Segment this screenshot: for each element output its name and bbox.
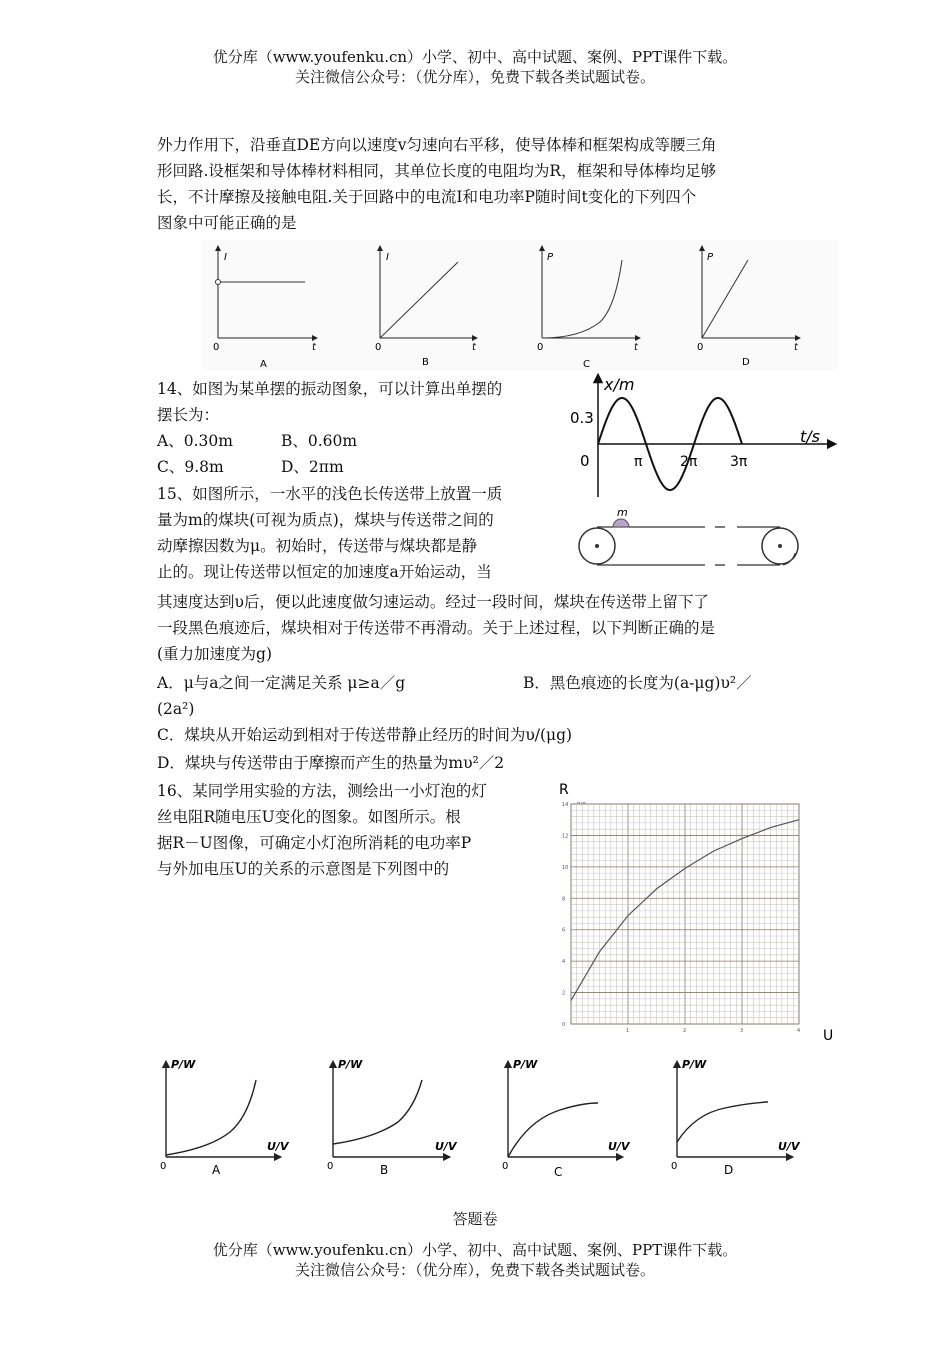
q13-b-xlabel: t [472,342,476,353]
r-u-graph [555,782,840,1050]
pendulum-tick-1: π [634,454,643,470]
pu-c-xlabel: U/V [608,1140,630,1153]
coal-mass-label: m [617,506,628,519]
pu-graph-c [502,1058,631,1179]
header-line-1: 优分库（www.youfenku.cn）小学、初中、高中试题、案例、PPT课件下载。 [212,48,738,66]
q14-line-1: 14、如图为某单摆的振动图象，可以计算出单摆的 [157,380,503,398]
footer-line-1: 优分库（www.youfenku.cn）小学、初中、高中试题、案例、PPT课件下载。 [212,1241,738,1259]
answer-sheet-title: 答题卷 [452,1210,498,1228]
q16-line-2: 丝电阻R随电压U变化的图象。如图所示。根 [157,808,461,826]
q15-option-d: D．煤块与传送带由于摩擦而产生的热量为mυ²／2 [157,754,505,772]
pendulum-tick-3: 3π [730,454,748,470]
pu-b-ylabel: P/W [338,1058,363,1071]
q15-line-7: (重力加速度为g) [157,645,273,663]
q13-b-ylabel: I [386,252,389,263]
q15-line-2: 量为m的煤块(可视为质点)，煤块与传送带之间的 [157,511,494,529]
pendulum-origin: 0 [580,452,590,470]
ru-xtick: 4 [797,1028,801,1034]
pu-d-label: D [724,1163,734,1177]
q15-line-4: 止的。现让传送带以恒定的加速度a开始运动，当 [157,563,492,581]
q13-a-ylabel: I [224,252,227,263]
q13-graphs [200,238,840,373]
q13-d-xlabel: t [794,342,798,353]
p-u-graphs [150,1052,810,1187]
q14-option-d: D、2πm [281,458,344,476]
q13-b-origin: 0 [375,342,382,353]
q13-c-xlabel: t [634,342,638,353]
pu-c-label: C [554,1165,563,1179]
q15-option-b: B．黑色痕迹的长度为(a-μg)υ²／ [523,674,752,692]
q14-option-c: C、9.8m [157,458,224,476]
q15-line-5: 其速度达到υ后，便以此速度做匀速运动。经过一段时间，煤块在传送带上留下了 [157,593,709,611]
q16-line-4: 与外加电压U的关系的示意图是下列图中的 [157,860,450,878]
ru-ytick: 12 [562,833,569,840]
q13-d-ylabel: P [707,252,714,263]
pu-a-ylabel: P/W [171,1058,196,1071]
pu-c-ylabel: P/W [513,1058,538,1071]
q13-a-origin: 0 [213,342,220,353]
header-line-2: 关注微信公众号：（优分库），免费下载各类试题试卷。 [294,68,655,86]
q16-line-3: 据R－U图像，可确定小灯泡所消耗的电功率P [157,834,472,852]
q15-option-b-cont: (2a²) [157,700,195,718]
pendulum-graph [562,372,852,500]
ru-ylabel: R [559,782,569,798]
ru-ytick: 2 [562,990,566,997]
q14-option-b: B、0.60m [281,432,358,450]
q13-a-label: A [260,359,267,370]
q13-c-ylabel: P [547,252,554,263]
q15-option-c: C．煤块从开始运动到相对于传送带静止经历的时间为υ/(μg) [157,726,573,744]
ru-ytick: 8 [562,896,566,903]
pu-b-origin: 0 [327,1161,334,1172]
q15-line-3: 动摩擦因数为μ。初始时，传送带与煤块都是静 [157,537,478,555]
pu-a-xlabel: U/V [267,1140,289,1153]
ru-ytick: 10 [562,864,569,871]
ru-ytick: 6 [562,927,566,934]
q14-line-2: 摆长为： [157,406,220,424]
pu-graph-a [160,1058,290,1177]
ru-ytick: 14 [562,802,569,808]
pendulum-xlabel: t/s [800,427,820,446]
pu-b-xlabel: U/V [435,1140,457,1153]
ru-xtick: 1 [626,1028,630,1034]
pu-a-label: A [212,1163,221,1177]
q13-c-origin: 0 [537,342,544,353]
ru-xtick: 2 [683,1028,687,1034]
q15-option-a: A．μ与a之间一定满足关系 μ≥a／g [157,674,406,692]
q13-line-2: 形回路.设框架和导体棒材料相同，其单位长度的电阻均为R，框架和导体棒均足够 [157,162,717,180]
ru-xlabel: U [823,1028,834,1044]
pu-d-xlabel: U/V [778,1140,800,1153]
conveyor-belt-diagram [575,505,810,570]
q13-b-label: B [422,357,429,368]
q13-line-4: 图象中可能正确的是 [157,214,297,232]
q13-d-label: D [742,357,750,368]
pendulum-tick-2: 2π [680,454,698,470]
pu-graph-b [327,1058,458,1177]
q13-line-1: 外力作用下，沿垂直DE方向以速度v匀速向右平移，使导体棒和框架构成等腰三角 [157,136,717,154]
pu-d-ylabel: P/W [682,1058,707,1071]
pu-d-origin: 0 [671,1161,678,1172]
q13-a-xlabel: t [312,342,316,353]
q15-line-1: 15、如图所示，一水平的浅色长传送带上放置一质 [157,485,503,503]
pu-a-origin: 0 [160,1161,167,1172]
pu-c-origin: 0 [502,1161,509,1172]
footer-line-2: 关注微信公众号：（优分库），免费下载各类试题试卷。 [294,1261,655,1279]
q14-option-a: A、0.30m [157,432,233,450]
pu-b-label: B [380,1163,389,1177]
pendulum-amplitude: 0.3 [570,409,594,427]
q13-c-label: C [583,359,590,370]
ru-ytick: 4 [562,959,566,966]
coal-block [613,519,629,527]
pendulum-ylabel: x/m [604,375,635,394]
q15-line-6: 一段黑色痕迹后，煤块相对于传送带不再滑动。关于上述过程，以下判断正确的是 [157,619,716,637]
q13-line-3: 长，不计摩擦及接触电阻.关于回路中的电流I和电功率P随时间t变化的下列四个 [157,188,697,206]
q16-line-1: 16、某同学用实验的方法，测绘出一小灯泡的灯 [157,782,487,800]
pu-graph-d [671,1058,801,1177]
ru-xtick: 3 [740,1028,744,1034]
q13-d-origin: 0 [697,342,704,353]
ru-ytick: 0 [562,1022,566,1028]
